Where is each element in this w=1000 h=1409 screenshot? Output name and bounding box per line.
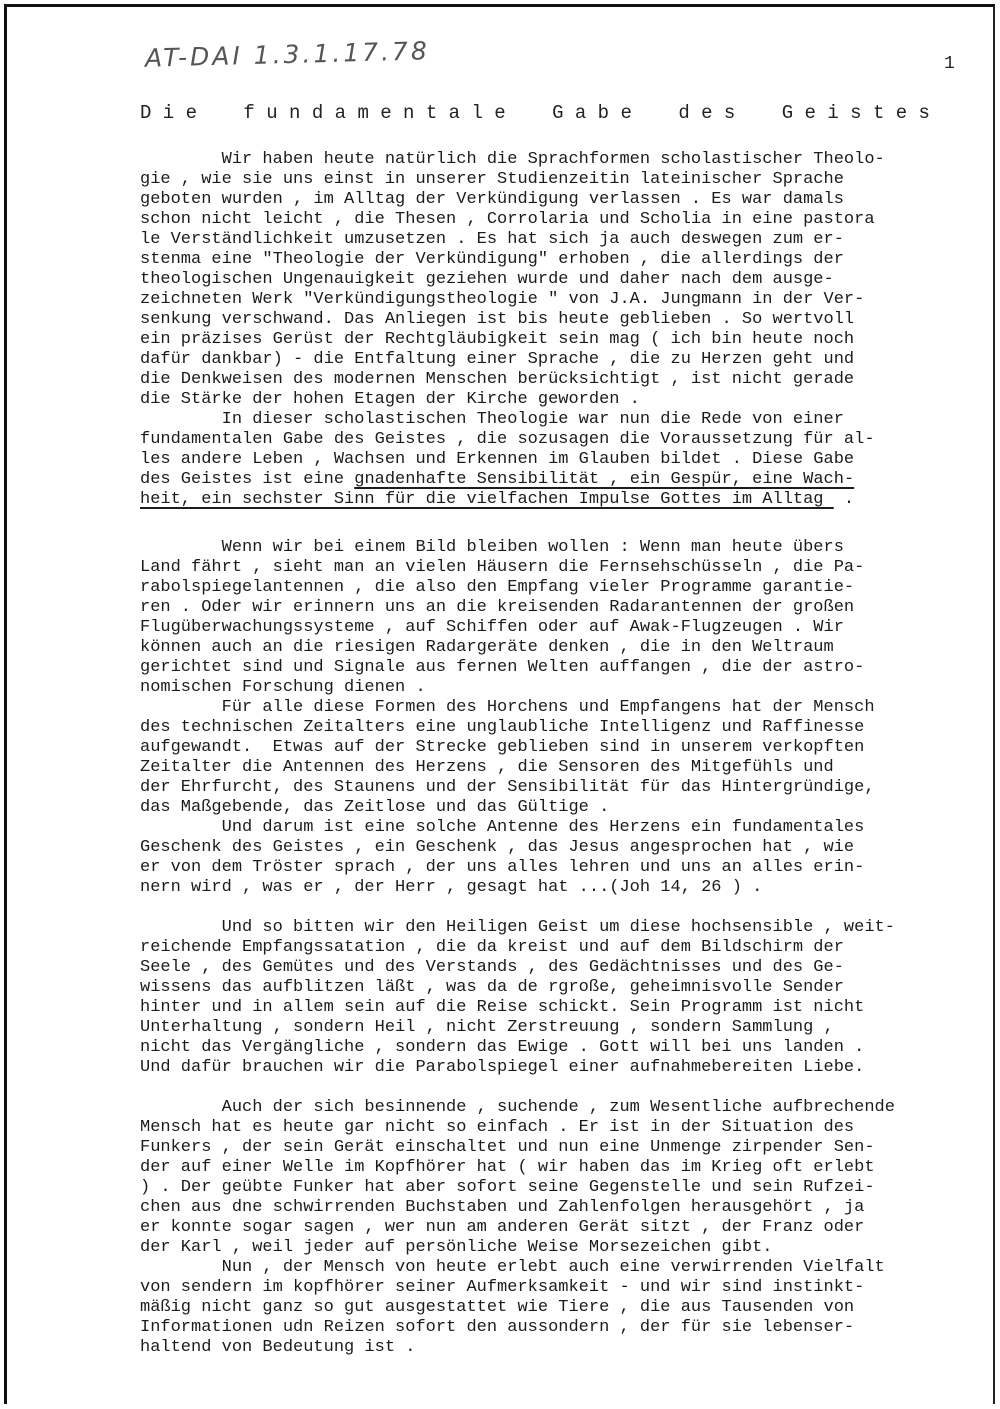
document-title xyxy=(140,102,930,124)
text-line: Wir haben heute natürlich die Sprachformen scholastischer Theolo- xyxy=(140,150,885,169)
paragraph-1 xyxy=(140,150,980,410)
paragraph-2 xyxy=(140,410,980,470)
text-line: geboten wurden , im Alltag der Verkündigung verlassen . Es war damals xyxy=(140,190,844,209)
text-line: von sendern im kopfhörer seiner Aufmerksamkeit - und wir sind instinkt- xyxy=(140,1278,865,1297)
text-line: le Verständlichkeit umzusetzen . Es hat sich ja auch deswegen zum er- xyxy=(140,230,844,249)
paragraph-8 xyxy=(140,1258,980,1358)
paragraph-7 xyxy=(140,1098,980,1258)
text-line: ren . Oder wir erinnern uns an die kreisenden Radarantennen der großen xyxy=(140,598,855,617)
paragraph-6 xyxy=(140,918,980,1078)
text-line: der Karl , weil jeder auf persönliche Weise Morsezeichen gibt. xyxy=(140,1238,773,1257)
text-line: dafür dankbar) - die Entfaltung einer Sprache , die zu Herzen geht und xyxy=(140,350,855,369)
text-line: zeichneten Werk "Verkündigungstheologie " von J.A. Jungmann in der Ver- xyxy=(140,290,865,309)
title-word: f u n d a m e n t a l e xyxy=(243,102,506,124)
text-line: Flugüberwachungssysteme , auf Schiffen oder auf Awak-Flugzeugen . Wir xyxy=(140,618,844,637)
text-line: stenma eine "Theologie der Verkündigung" erhoben , die allerdings der xyxy=(140,250,844,269)
text-line: des technischen Zeitalters eine unglaubliche Intelligenz und Raffinesse xyxy=(140,718,865,737)
text-line: Unterhaltung , sondern Heil , nicht Zerstreuung , sondern Sammlung , xyxy=(140,1018,834,1037)
text-line: aufgewandt. Etwas auf der Strecke geblieben sind in unserem verkopften xyxy=(140,738,865,757)
text-line: der Ehrfurcht, des Staunens und der Sensibilität für das Hintergründige, xyxy=(140,778,875,797)
text-line: In dieser scholastischen Theologie war nun die Rede von einer xyxy=(140,410,844,429)
text-line: gerichtet sind und Signale aus fernen Welten auffangen , die der astro- xyxy=(140,658,865,677)
text-line: die Denkweisen des modernen Menschen berücksichtigt , ist nicht gerade xyxy=(140,370,855,389)
text-line: das Maßgebende, das Zeitlose und das Gültige . xyxy=(140,798,610,817)
text-line: Und so bitten wir den Heiligen Geist um diese hochsensible , weit- xyxy=(140,918,895,937)
underlined-text: heit, ein sechster Sinn für die vielfachen Impulse Gottes im Alltag xyxy=(140,490,834,509)
text-line: Land fährt , sieht man an vielen Häusern die Fernsehschüsseln , die Pa- xyxy=(140,558,865,577)
title-word: G e i s t e s xyxy=(781,102,930,124)
text-line: Informationen udn Reizen sofort den aussondern , der für sie lebenser- xyxy=(140,1318,855,1337)
text-line: nern wird , was er , der Herr , gesagt hat ...(Joh 14, 26 ) . xyxy=(140,878,763,897)
text-line: theologischen Ungenauigkeit geziehen wurde und daher nach dem ausge- xyxy=(140,270,834,289)
text-line: der auf einer Welle im Kopfhörer hat ( wir haben das im Krieg oft erlebt xyxy=(140,1158,875,1177)
text-line: Funkers , der sein Gerät einschaltet und nun eine Unmenge zirpender Sen- xyxy=(140,1138,875,1157)
text-line: wissens das aufblitzen läßt , was da de rgroße, geheimnisvolle Sender xyxy=(140,978,844,997)
text-line: heit, ein sechster Sinn für die vielfachen Impulse Gottes im Alltag . xyxy=(140,490,855,509)
text-line: nicht das Vergängliche , sondern das Ewige . Gott will bei uns landen . xyxy=(140,1038,865,1057)
text-line: er von dem Tröster sprach , der uns alles lehren und uns an alles erin- xyxy=(140,858,865,877)
text-line: Nun , der Mensch von heute erlebt auch eine verwirrenden Vielfalt xyxy=(140,1258,885,1277)
text-line: ) . Der geübte Funker hat aber sofort seine Gegenstelle und sein Rufzei- xyxy=(140,1178,875,1197)
document-body xyxy=(140,150,980,1358)
paragraph-3 xyxy=(140,538,980,698)
page-number: 1 xyxy=(944,54,955,74)
text-line: des Geistes ist eine gnadenhafte Sensibilität , ein Gespür, eine Wach- xyxy=(140,470,855,489)
text-line: schon nicht leicht , die Thesen , Corrolaria und Scholia in eine pastora xyxy=(140,210,875,229)
text-line: Und dafür brauchen wir die Parabolspiegel einer aufnahmebereiten Liebe. xyxy=(140,1058,865,1077)
text-line: mäßig nicht ganz so gut ausgestattet wie Tiere , die aus Tausenden von xyxy=(140,1298,855,1317)
text-line: reichende Empfangssatation , die da kreist und auf dem Bildschirm der xyxy=(140,938,844,957)
paragraph-5 xyxy=(140,818,980,898)
text-line: Zeitalter die Antennen des Herzens , die Sensoren des Mitgefühls und xyxy=(140,758,834,777)
text-line: nomischen Forschung dienen . xyxy=(140,678,426,697)
text-line: Geschenk des Geistes , ein Geschenk , das Jesus angesprochen hat , wie xyxy=(140,838,855,857)
text-line: chen aus dne schwirrenden Buchstaben und Zahlenfolgen herausgehört , ja xyxy=(140,1198,865,1217)
text-line: les andere Leben , Wachsen und Erkennen im Glauben bildet . Diese Gabe xyxy=(140,450,855,469)
text-line: ein präzises Gerüst der Rechtgläubigkeit sein mag ( ich bin heute noch xyxy=(140,330,855,349)
underlined-text: gnadenhafte Sensibilität , ein Gespür, eine Wach- xyxy=(354,470,855,489)
text-line: Und darum ist eine solche Antenne des Herzens ein fundamentales xyxy=(140,818,865,837)
archive-reference-handwritten: AT-DAI 1.3.1.17.78 xyxy=(144,36,431,73)
text-line: hinter und in allem sein auf die Reise schickt. Sein Programm ist nicht xyxy=(140,998,865,1017)
text-line: er konnte sogar sagen , wer nun am anderen Gerät sitzt , der Franz oder xyxy=(140,1218,865,1237)
text-line: Für alle diese Formen des Horchens und Empfangens hat der Mensch xyxy=(140,698,875,717)
text-line: rabolspiegelantennen , die also den Empfang vieler Programme garantie- xyxy=(140,578,855,597)
text-line: Seele , des Gemütes und des Verstands , des Gedächtnisses und des Ge- xyxy=(140,958,844,977)
text-line: fundamentalen Gabe des Geistes , die sozusagen die Voraussetzung für al- xyxy=(140,430,875,449)
text-line: Auch der sich besinnende , suchende , zum Wesentliche aufbrechende xyxy=(140,1098,895,1117)
title-word: d e s xyxy=(678,102,736,124)
paragraph-2-underlined xyxy=(140,470,980,510)
text-line: die Stärke der hohen Etagen der Kirche geworden . xyxy=(140,390,640,409)
text-line: haltend von Bedeutung ist . xyxy=(140,1338,416,1357)
title-word: G a b e xyxy=(552,102,632,124)
paragraph-4 xyxy=(140,698,980,818)
text-line: Wenn wir bei einem Bild bleiben wollen : Wenn man heute übers xyxy=(140,538,844,557)
text-line: Mensch hat es heute gar nicht so einfach . Er ist in der Situation des xyxy=(140,1118,855,1137)
text-line: senkung verschwand. Das Anliegen ist bis heute geblieben . So wertvoll xyxy=(140,310,855,329)
title-word: D i e xyxy=(140,102,198,124)
text-line: können auch an die riesigen Radargeräte denken , die in den Weltraum xyxy=(140,638,834,657)
text-line: gie , wie sie uns einst in unserer Studienzeitin lateinischer Sprache xyxy=(140,170,844,189)
